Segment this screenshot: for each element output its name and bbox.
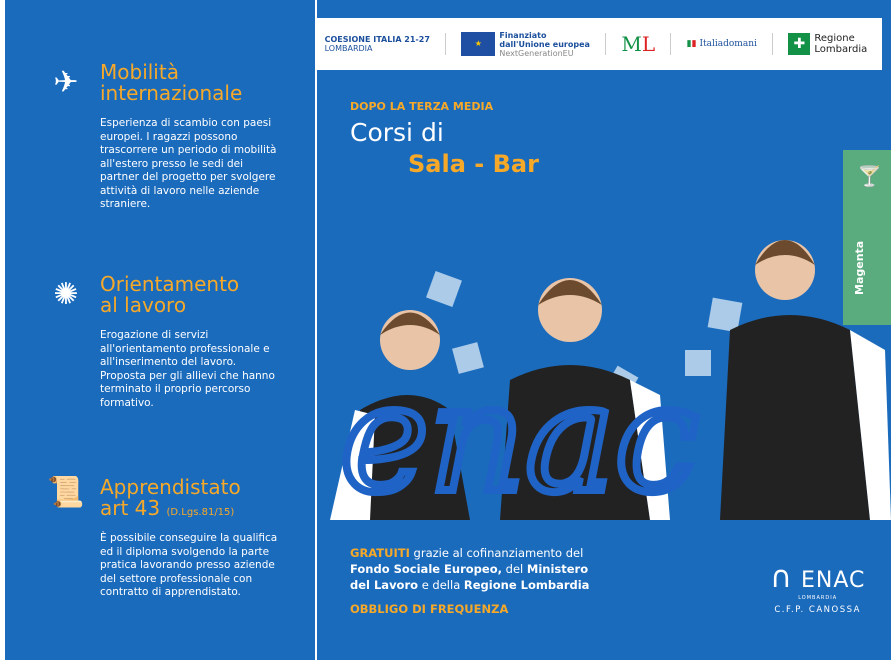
logo-bar — [317, 18, 882, 70]
course-location-tab[interactable] — [843, 150, 891, 325]
funding-text: GRATUITI grazie al cofinanziamento del Fondo Sociale Europeo, del Ministero del Lavoro e della Regione Lombardia — [350, 546, 590, 592]
students-photo — [330, 220, 891, 520]
kicker: DOPO LA TERZA MEDIA — [350, 100, 494, 113]
tab-label: Magenta — [853, 240, 866, 295]
italiadomani-logo: ▮▮ Italiadomani — [686, 39, 757, 49]
section-text: Erogazione di servizi all'orientamento professionale e all'inserimento del lavoro. Proposta per gli allievi che hanno terminato il proprio percorso formativo. — [100, 329, 275, 409]
eu-flag-icon: ★ — [461, 32, 495, 56]
network-person-icon: ✺ — [53, 277, 79, 312]
title-line1: Corsi di — [350, 118, 444, 147]
section-text: È possibile conseguire la qualifica ed il diploma svolgendo la parte pratica lavorando presso aziende del settore professionale con contratto di apprendistato. — [100, 532, 278, 598]
attendance-obligation: OBBLIGO DI FREQUENZA — [350, 602, 509, 616]
airplane-icon: ✈ — [53, 65, 79, 100]
cocktail-icon: 🍸 — [857, 164, 882, 188]
section-title: Orientamento al lavoro — [100, 272, 240, 317]
coesione-logo: COESIONE ITALIA 21-27 LOMBARDIA — [324, 35, 430, 53]
section-title: Mobilità internazionale — [100, 60, 243, 105]
document-scroll-icon: 📜 — [47, 475, 85, 510]
eu-logo: ★ Finanziato dall'Unione europea NextGenerationEU — [461, 31, 590, 58]
section-title: Apprendistato art 43 (D.Lgs.81/15) — [100, 475, 241, 520]
enac-script-word: enac — [340, 352, 699, 520]
left-panel — [5, 0, 315, 660]
regione-lombardia-logo: ✚ Regione Lombardia — [788, 33, 874, 55]
enac-logo: ∩ ENAC LOMBARDIA C.F.P. CANOSSA — [770, 560, 866, 615]
section-text: Esperienza di scambio con paesi europei. I ragazzi possono trascorrere un periodo di mobilità all'estero presso le sedi dei partner del progetto per svolgere attività di lavoro nelle aziende straniere. — [100, 117, 277, 210]
ministry-logo: ML — [621, 32, 656, 56]
title-line2: Sala - Bar — [408, 150, 539, 178]
